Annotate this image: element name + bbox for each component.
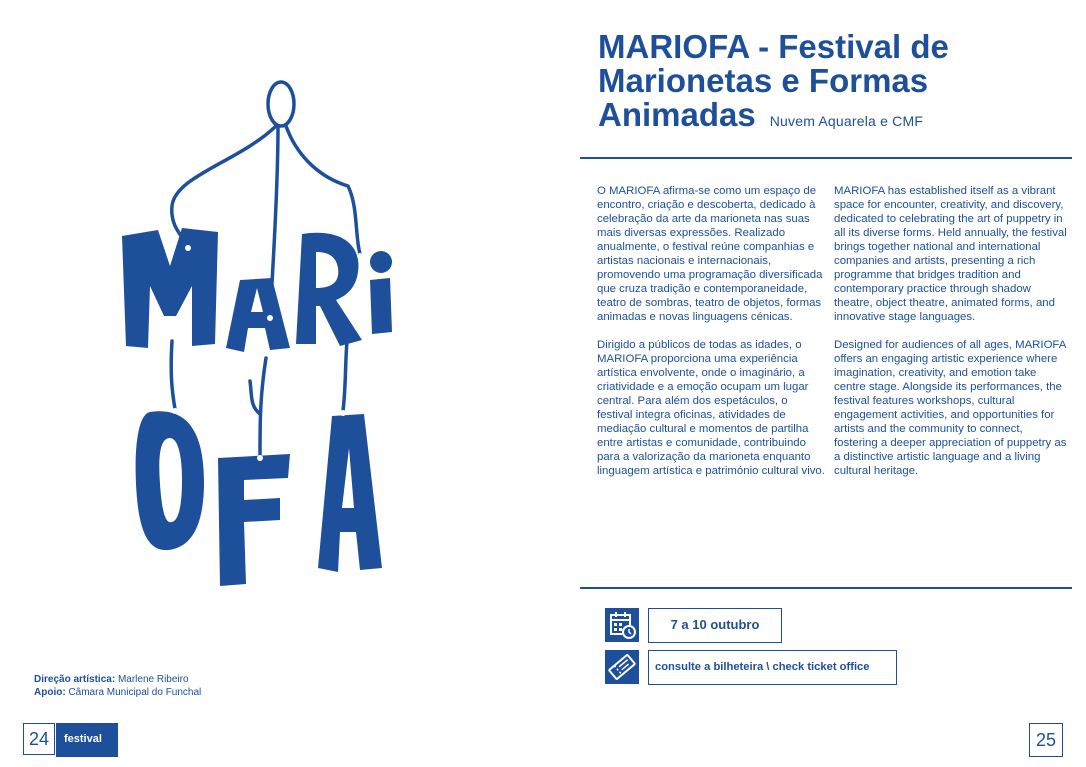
section-tab: festival <box>56 723 118 757</box>
body-text-en <box>834 184 1068 492</box>
ticket-info: consulte a bilheteira \ check ticket office <box>648 650 897 685</box>
paragraph: Designed for audiences of all ages, MARIOFA offers an engaging artistic experience where imagination, creativity, and emotion take centre stage. Alongside its performances, the festival features workshops, cultural engagement activities, and opportunities for artists and the community to connect, fostering a deeper appreciation of puppetry as a distinctive artistic language and a living cultural heritage. <box>834 339 1067 477</box>
paragraph: Dirigido a públicos de todas as idades, o MARIOFA proporciona uma experiência artística envolvente, onde o imaginário, a criatividade e a emoção ocupam um lugar central. Para além dos espetáculos, o festival integra oficinas, atividades de mediação cultural e momentos de partilha entre artistas e comunidade, contribuindo para a valorização da marioneta enquanto linguagem artística e património cultural vivo. <box>597 339 825 477</box>
support-credit: Apoio: Câmara Municipal do Funchal <box>34 687 202 698</box>
paragraph: MARIOFA has established itself as a vibrant space for encounter, creativity, and discovery, dedicated to celebrating the art of puppetry in all its diverse forms. Held annually, the festival brings together national and international companies and artists, presenting a rich programme that bridges tradition and contemporary practice through shadow theatre, object theatre, animated forms, and innovative stage languages. <box>834 185 1067 323</box>
divider-bottom <box>580 587 1072 589</box>
credits <box>34 673 201 699</box>
artistic-direction: Direção artística: Marlene Ribeiro <box>34 674 189 685</box>
subtitle: Nuvem Aquarela e CMF <box>769 113 924 129</box>
ticket-icon <box>605 650 639 684</box>
page-number-left: 24 <box>23 723 55 755</box>
calendar-clock-icon <box>605 608 639 642</box>
paragraph: O MARIOFA afirma-se como um espaço de encontro, criação e descoberta, dedicado à celebração da arte da marioneta nas suas mais diversas expressões. Realizado anualmente, o festival reúne companhias e artistas nacionais e internacionais, promovendo uma programação diversificada que cruza tradição e contemporaneidade, teatro de sombras, teatro de objetos, formas animadas e novas linguagens cénicas. <box>597 185 823 323</box>
page-title: MARIOFA - Festival de Marionetas e Formas Animadas Nuvem Aquarela e CMF <box>598 28 949 133</box>
event-date: 7 a 10 outubro <box>648 608 782 643</box>
divider-top <box>580 157 1072 159</box>
mariofa-marionette-logo <box>100 76 430 596</box>
body-text-pt <box>597 184 825 492</box>
page-number-right: 25 <box>1029 723 1063 757</box>
